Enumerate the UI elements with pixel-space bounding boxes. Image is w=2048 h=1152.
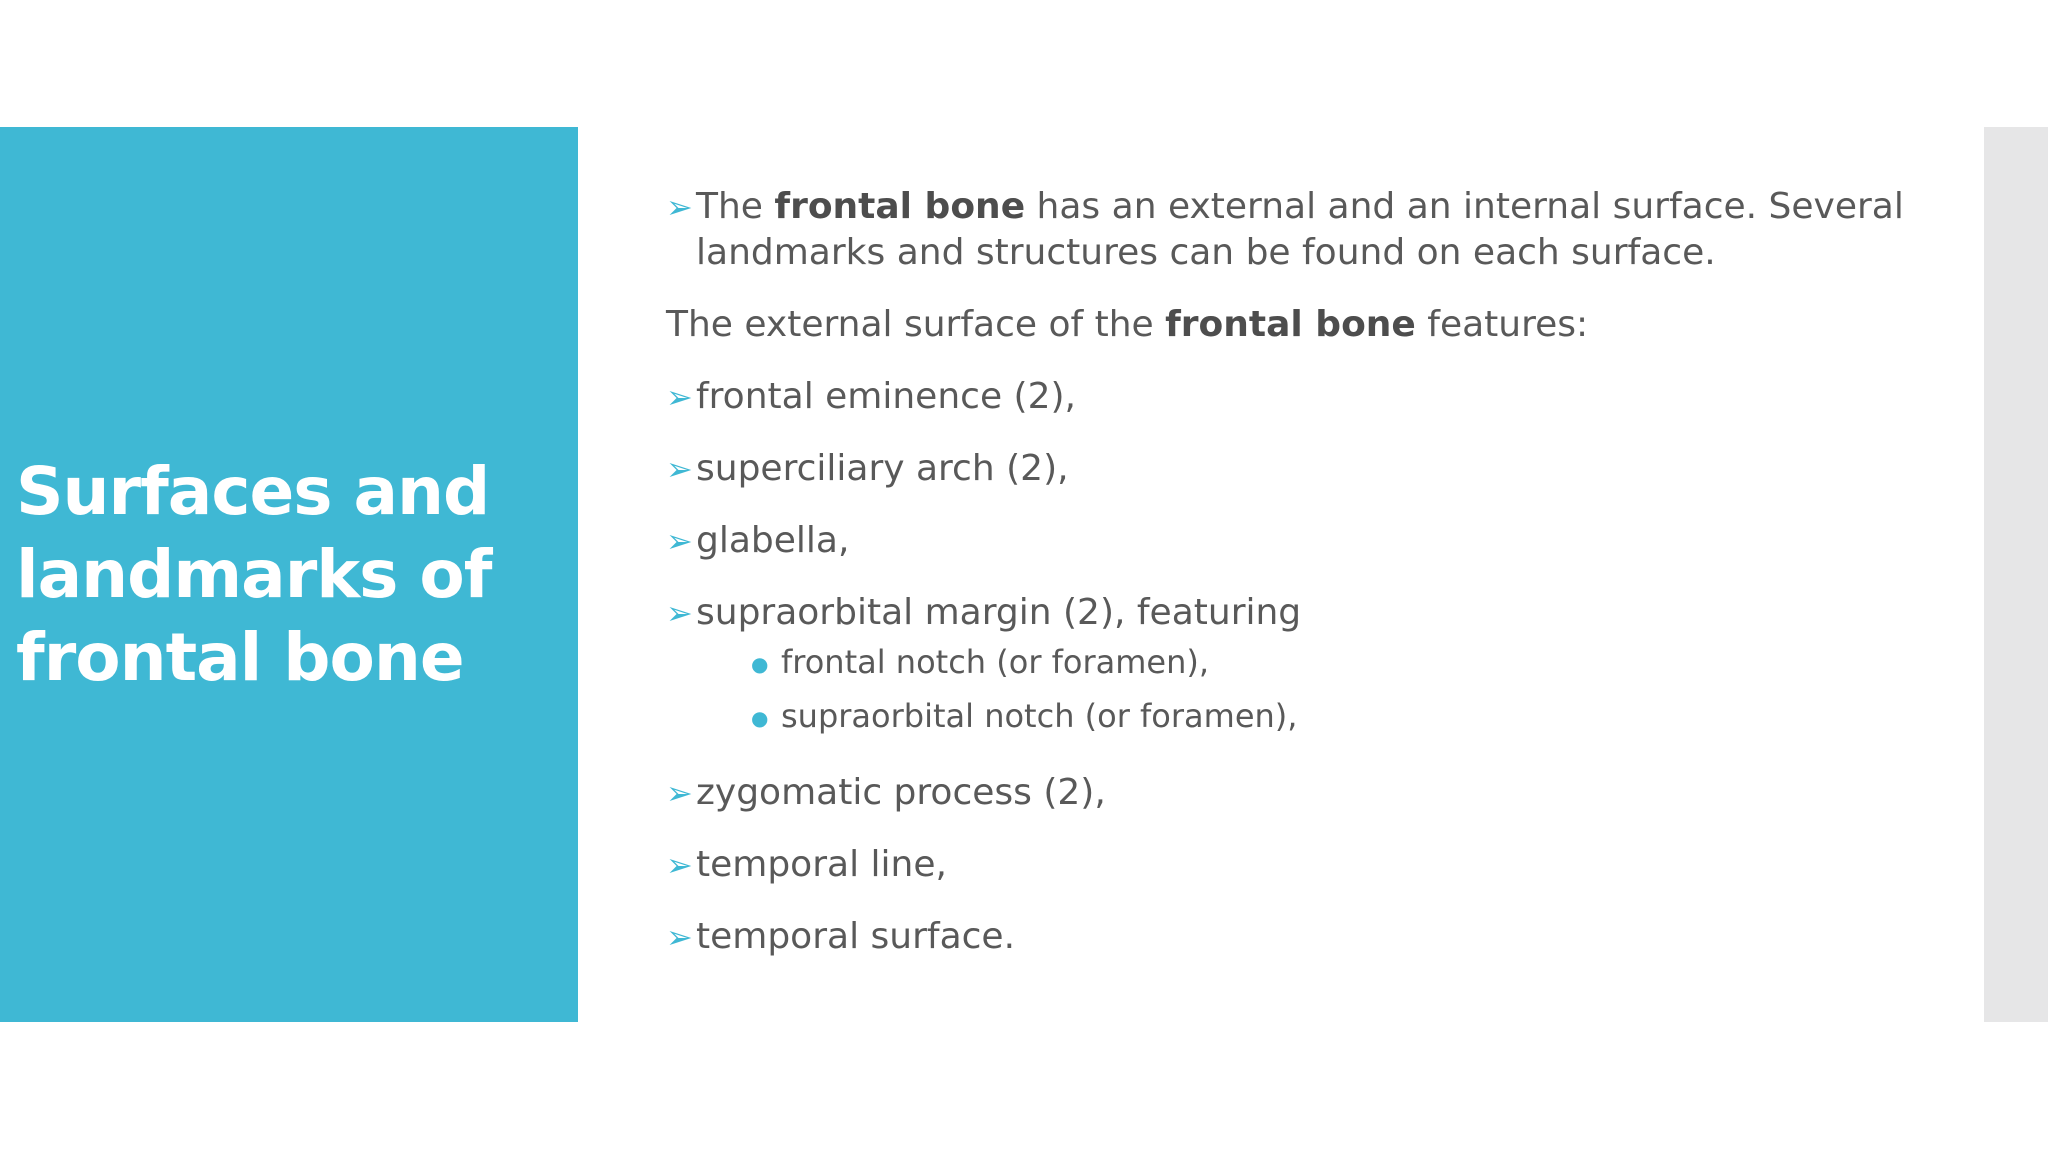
arrow-bullet-icon: ➢ xyxy=(666,450,693,488)
external-heading xyxy=(666,302,1588,348)
list-item-text: frontal eminence (2), xyxy=(696,376,1076,417)
title-line-2: landmarks of xyxy=(16,536,492,613)
sub-list-item xyxy=(751,696,1297,738)
sub-list-item xyxy=(751,642,1209,684)
list-item-text: zygomatic process (2), xyxy=(696,772,1106,813)
list-item-text: glabella, xyxy=(696,520,850,561)
list-item-text: superciliary arch (2), xyxy=(696,448,1069,489)
intro-continuation: landmarks and structures can be found on each surface. xyxy=(696,232,1716,273)
external-bold: frontal bone xyxy=(1165,304,1416,345)
arrow-bullet-icon: ➢ xyxy=(666,188,693,226)
right-side-strip xyxy=(1984,127,2048,1022)
intro-text-2: has an external and an internal surface. Several xyxy=(1025,186,1904,227)
sub-list-item-text: supraorbital notch (or foramen), xyxy=(781,697,1298,735)
sub-list-item-text: frontal notch (or foramen), xyxy=(781,643,1210,681)
dot-bullet-icon: ● xyxy=(751,652,769,676)
list-item xyxy=(666,842,947,888)
arrow-bullet-icon: ➢ xyxy=(666,774,693,812)
arrow-bullet-icon: ➢ xyxy=(666,522,693,560)
list-item xyxy=(666,518,849,564)
list-item xyxy=(666,446,1069,492)
external-text-2: features: xyxy=(1415,304,1589,345)
list-item xyxy=(666,770,1106,816)
list-item xyxy=(666,374,1076,420)
list-item xyxy=(666,914,1015,960)
arrow-bullet-icon: ➢ xyxy=(666,594,693,632)
arrow-bullet-icon: ➢ xyxy=(666,846,693,884)
slide-title xyxy=(16,450,556,699)
title-line-3: frontal bone xyxy=(16,619,464,696)
list-item-text: temporal line, xyxy=(696,844,947,885)
list-item-text: supraorbital margin (2), featuring xyxy=(696,592,1302,633)
intro-bullet xyxy=(666,184,1904,230)
list-item xyxy=(666,590,1301,636)
arrow-bullet-icon: ➢ xyxy=(666,918,693,956)
intro-text-1: The xyxy=(696,186,775,227)
dot-bullet-icon: ● xyxy=(751,706,769,730)
title-line-1: Surfaces and xyxy=(16,453,490,530)
intro-bold: frontal bone xyxy=(774,186,1026,227)
arrow-bullet-icon: ➢ xyxy=(666,378,693,416)
external-text-1: The external surface of the xyxy=(666,304,1166,345)
list-item-text: temporal surface. xyxy=(696,916,1016,957)
